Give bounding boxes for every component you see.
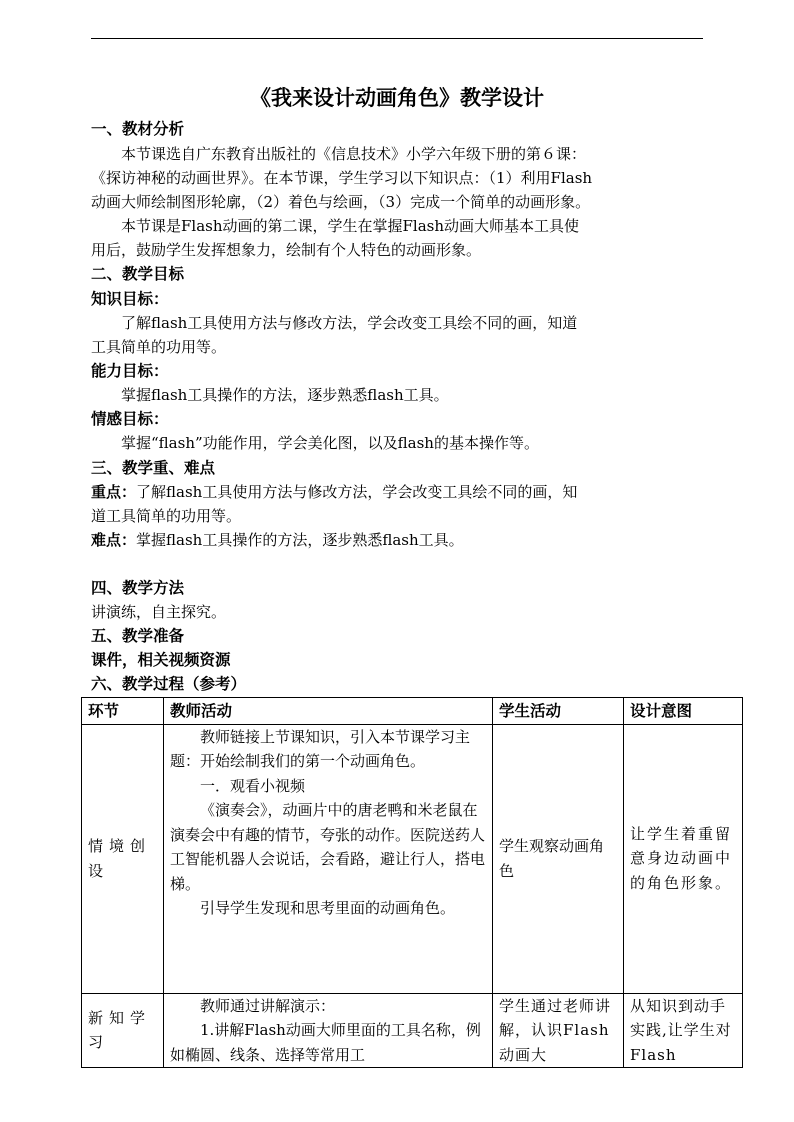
- sec3-heading: 三、教学重、难点: [91, 459, 216, 477]
- emotion-goal-label: 情感目标：: [91, 410, 169, 428]
- sec6-heading: 六、教学过程（参考）: [91, 675, 247, 693]
- hard-point-label: 难点：: [91, 531, 137, 549]
- key-point-line2: 道工具简单的功用等。: [91, 507, 242, 525]
- table-header-row: [82, 698, 743, 725]
- intent-cell: 从知识到动手实践,让学生对Flash: [624, 993, 743, 1068]
- header-teacher: 教师活动: [164, 698, 493, 725]
- sec1-p2-line2: 用后，鼓励学生发挥想象力，绘制有个人特色的动画形象。: [91, 241, 482, 259]
- hard-point-line1: [91, 529, 464, 551]
- sec1-heading: 一、教材分析: [91, 120, 185, 138]
- emotion-goal-line1: 掌握“flash”功能作用，学会美化图，以及flash的基本操作等。: [121, 434, 539, 452]
- ability-goal-label: 能力目标：: [91, 362, 169, 380]
- teacher-para: 1.讲解Flash动画大师里面的工具名称，例如椭圆、线条、选择等常用工: [170, 1021, 481, 1064]
- teacher-para: 引导学生发现和思考里面的动画角色。: [200, 899, 456, 917]
- teacher-para: 教师通过讲解演示：: [200, 996, 336, 1015]
- hard-point-text: 掌握flash工具操作的方法，逐步熟悉flash工具。: [136, 531, 464, 549]
- knowledge-goal-line1: 了解flash工具使用方法与修改方法，学会改变工具绘不同的画，知道: [121, 314, 578, 332]
- stage-cell: 情境创设: [82, 724, 164, 993]
- teacher-cell: [164, 724, 493, 993]
- sec2-heading: 二、教学目标: [91, 265, 185, 283]
- student-cell: 学生观察动画角色: [493, 724, 624, 993]
- table-row: [82, 993, 743, 1068]
- stage-cell: 新知学习: [82, 993, 164, 1068]
- sec1-p1-line1: 本节课选自广东教育出版社的《信息技术》小学六年级下册的第６课：: [121, 145, 587, 163]
- key-point-line1: [91, 481, 577, 503]
- sec4-heading: 四、教学方法: [91, 579, 185, 597]
- header-student: 学生活动: [493, 698, 624, 725]
- ability-goal-line1: 掌握flash工具操作的方法，逐步熟悉flash工具。: [121, 386, 449, 404]
- knowledge-goal-line2: 工具简单的功用等。: [91, 338, 227, 356]
- intent-cell: 让学生着重留意身边动画中的角色形象。: [624, 724, 743, 993]
- teacher-cell: [164, 993, 493, 1068]
- teacher-para: 一．观看小视频: [200, 776, 306, 795]
- sec5-text: 课件，相关视频资源: [91, 651, 231, 669]
- table-row: [82, 724, 743, 993]
- key-point-text: 了解flash工具使用方法与修改方法，学会改变工具绘不同的画，知: [136, 483, 578, 501]
- sec1-p2-line1: 本节课是Flash动画的第二课，学生在掌握Flash动画大师基本工具使: [121, 217, 580, 235]
- header-stage: 环节: [82, 698, 164, 725]
- knowledge-goal-label: 知识目标：: [91, 290, 169, 308]
- teacher-para: 《演奏会》，动画片中的唐老鸭和米老鼠在演奏会中有趣的情节，夸张的动作。医院送药人工智能机器人会说话，会看路，避让行人，搭电梯。: [170, 801, 486, 893]
- header-rule: [91, 38, 703, 39]
- process-table: [81, 697, 743, 1068]
- sec5-heading: 五、教学准备: [91, 627, 185, 645]
- header-intent: 设计意图: [624, 698, 743, 725]
- key-point-label: 重点：: [91, 483, 137, 501]
- sec1-p1-line3: 动画大师绘制图形轮廓，（2）着色与绘画，（3）完成一个简单的动画形象。: [91, 193, 591, 211]
- sec1-p1-line2: 《探访神秘的动画世界》。在本节课，学生学习以下知识点：（1）利用Flash: [91, 169, 593, 187]
- doc-title: 《我来设计动画角色》教学设计: [250, 86, 544, 110]
- sec4-text: 讲演练，自主探究。: [91, 603, 227, 621]
- student-cell: 学生通过老师讲解，认识Flash动画大: [493, 993, 624, 1068]
- teacher-para: 教师链接上节课知识，引入本节课学习主题：开始绘制我们的第一个动画角色。: [170, 727, 471, 770]
